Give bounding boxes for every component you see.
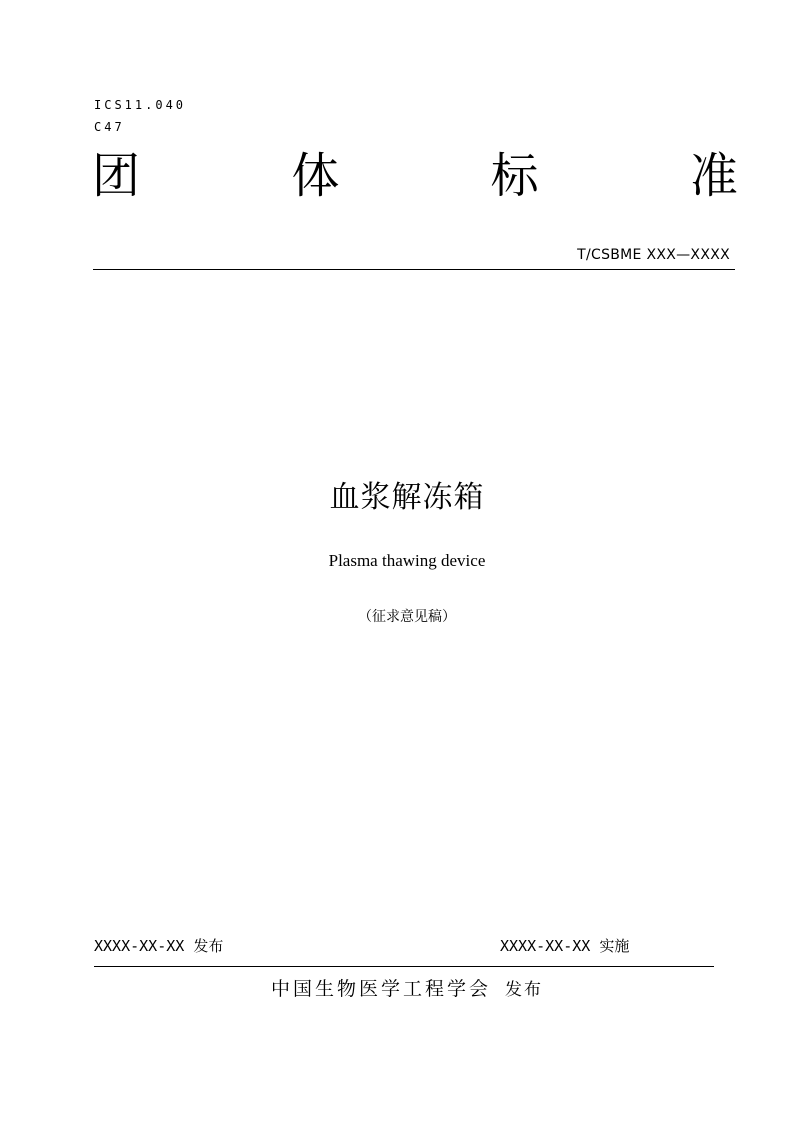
issuer-name: 中国生物医学工程学会 <box>270 978 491 1000</box>
ccs-code: C47 <box>94 120 125 134</box>
document-title-english: Plasma thawing device <box>328 551 486 570</box>
header-divider <box>93 269 735 270</box>
issuer-line <box>0 975 793 1004</box>
standard-type-char: 体 <box>291 148 340 204</box>
draft-status-note: （征求意见稿） <box>358 609 456 625</box>
implement-date: XXXX-XX-XX 实施 <box>500 937 630 955</box>
standard-number: T/CSBME XXX—XXXX <box>577 247 730 263</box>
standard-type-char: 团 <box>92 148 141 204</box>
publish-date: XXXX-XX-XX 发布 <box>94 937 224 955</box>
ics-code: ICS11.040 <box>94 98 187 112</box>
document-title-chinese: 血浆解冻箱 <box>329 480 485 515</box>
standard-type-char: 标 <box>490 148 539 204</box>
footer-divider <box>94 966 714 967</box>
standard-type-char: 准 <box>689 148 738 204</box>
standard-type-heading <box>92 146 738 206</box>
issuer-suffix: 发布 <box>505 980 543 1000</box>
